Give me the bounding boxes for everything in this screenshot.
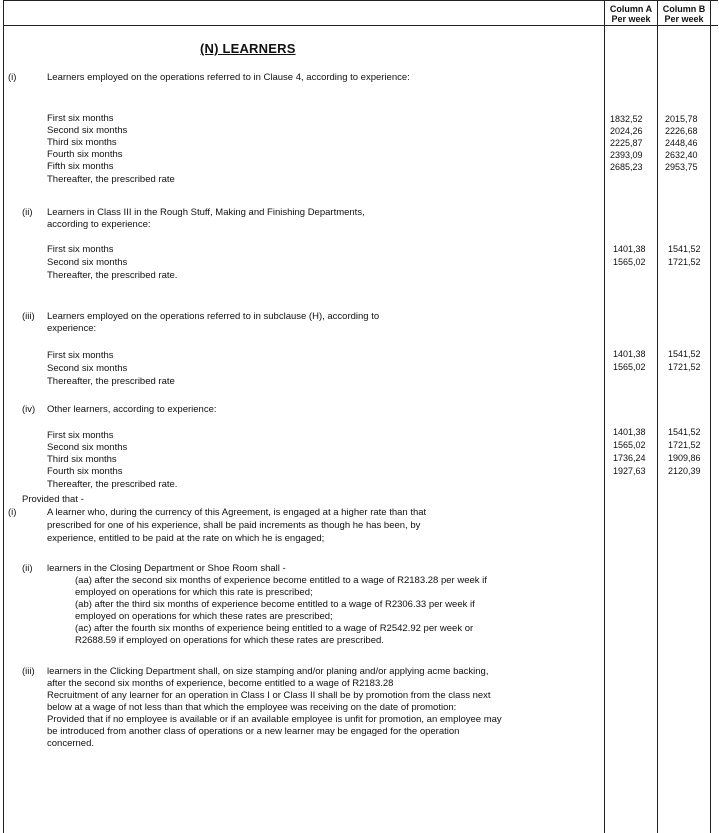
section-ii-thereafter: Thereafter, the prescribed rate. (47, 270, 178, 281)
proviso-2-line-6: (ac) after the fourth six months of experience being entitled to a wage of R2542.92 per week or (75, 623, 474, 634)
section-iv-row-2-col-b: 1721,52 (668, 440, 701, 450)
table-top-border (3, 0, 718, 1)
section-i-row-4-col-a: 2393,09 (610, 150, 643, 160)
section-title-text: (N) LEARNERS (200, 41, 296, 56)
section-i-row-1-col-a: 1832,52 (610, 114, 643, 124)
section-ii-heading-line2: according to experience: (47, 219, 151, 230)
column-b-header (658, 4, 710, 24)
section-iv-row-3-label: Third six months (47, 454, 599, 466)
section-iii-heading-line2: experience: (47, 323, 97, 334)
section-iv-row-2-col-a: 1565,02 (613, 440, 646, 450)
proviso-3-line-7: concerned. (47, 738, 95, 749)
column-b-header-line1: Column B (662, 4, 706, 14)
section-i-marker: (i) (8, 72, 17, 83)
section-i-row-1-col-b: 2015,78 (665, 114, 698, 124)
section-ii-row-2-col-a: 1565,02 (613, 257, 646, 267)
section-i-row-3-label: Third six months (47, 137, 599, 149)
section-iv-marker: (iv) (22, 404, 36, 415)
column-a-header (605, 4, 657, 24)
proviso-2-line-7: R2688.59 if employed on operations for which these rates are prescribed. (75, 635, 384, 646)
section-i-row-4-label: Fourth six months (47, 149, 599, 161)
section-iv-row-3-col-a: 1736,24 (613, 453, 646, 463)
section-i-row-4-col-b: 2632,40 (665, 150, 698, 160)
section-iii-row-1-col-a: 1401,38 (613, 349, 646, 359)
proviso-2-line-1: learners in the Closing Department or Shoe Room shall - (47, 563, 286, 574)
section-i-row-5-col-b: 2953,75 (665, 162, 698, 172)
section-iii-marker: (iii) (22, 311, 35, 322)
section-iii-row-2-col-b: 1721,52 (668, 362, 701, 372)
section-iv-row-1-col-a: 1401,38 (613, 427, 646, 437)
section-i-row-2-label: Second six months (47, 125, 599, 137)
section-i-heading: Learners employed on the operations referred to in Clause 4, according to experience: (47, 72, 410, 83)
section-iv-row-1-label: First six months (47, 430, 599, 442)
proviso-2-line-5: employed on operations for which these rates are prescribed; (75, 611, 333, 622)
proviso-1-line-2: prescribed for one of his experience, shall be paid increments as though he has been, by (47, 520, 421, 531)
section-iii-row-1-col-b: 1541,52 (668, 349, 701, 359)
column-a-left-border (604, 0, 605, 833)
left-border (3, 0, 4, 833)
proviso-1-line-3: experience, entitled to be paid at the rate on which he is engaged; (47, 533, 325, 544)
section-iv-row-4-col-b: 2120,39 (668, 466, 701, 476)
section-i-row-2-col-b: 2226,68 (665, 126, 698, 136)
section-iii-row-2-col-a: 1565,02 (613, 362, 646, 372)
section-ii-row-1-col-a: 1401,38 (613, 244, 646, 254)
section-iv-heading: Other learners, according to experience: (47, 404, 217, 415)
section-iii-row-2-label: Second six months (47, 363, 599, 375)
section-ii-marker: (ii) (22, 207, 33, 218)
provided-intro: Provided that - (22, 494, 84, 505)
section-iii-row-1-label: First six months (47, 350, 599, 362)
section-i-row-2-col-a: 2024,26 (610, 126, 643, 136)
column-a-header-line1: Column A (609, 4, 653, 14)
section-iv-row-3-col-b: 1909,86 (668, 453, 701, 463)
proviso-2-line-3: employed on operations for which this rate is prescribed; (75, 587, 313, 598)
section-i-row-5-col-a: 2685,23 (610, 162, 643, 172)
proviso-3-line-4: below at a wage of not less than that which the employee was receiving on the date of promotion: (47, 702, 457, 713)
proviso-3-line-6: be introduced from another class of operations or a new learner may be engaged for the operation (47, 726, 460, 737)
proviso-3-line-1: learners in the Clicking Department shall, on size stamping and/or planing and/or applying acme backing, (47, 666, 489, 677)
section-ii-heading-line1: Learners in Class III in the Rough Stuff, Making and Finishing Departments, (47, 207, 365, 218)
section-iv-row-1-col-b: 1541,52 (668, 427, 701, 437)
header-bottom-border (3, 25, 718, 26)
proviso-3-marker: (iii) (22, 666, 35, 677)
section-title (200, 41, 296, 56)
column-b-header-line2: Per week (664, 14, 704, 24)
section-i-row-1-label: First six months (47, 113, 599, 125)
proviso-2-line-4: (ab) after the third six months of experience become entitled to a wage of R2306.33 per week if (75, 599, 475, 610)
section-ii-row-2-col-b: 1721,52 (668, 257, 701, 267)
section-i-row-3-col-b: 2448,46 (665, 138, 698, 148)
column-b-left-border (657, 0, 658, 833)
section-iv-row-4-label: Fourth six months (47, 466, 599, 478)
proviso-3-line-5: Provided that if no employee is available or if an available employee is unfit for promotion, an employee may (47, 714, 502, 725)
proviso-3-line-3: Recruitment of any learner for an operation in Class I or Class II shall be by promotion from the class next (47, 690, 491, 701)
proviso-2-marker: (ii) (22, 563, 33, 574)
section-ii-row-1-col-b: 1541,52 (668, 244, 701, 254)
section-iii-thereafter: Thereafter, the prescribed rate (47, 376, 175, 387)
section-i-thereafter: Thereafter, the prescribed rate (47, 174, 175, 185)
section-iv-thereafter: Thereafter, the prescribed rate. (47, 479, 178, 490)
section-iv-row-4-col-a: 1927,63 (613, 466, 646, 476)
column-a-header-line2: Per week (611, 14, 651, 24)
proviso-3-line-2: after the second six months of experience, become entitled to a wage of R2183.28 (47, 678, 394, 689)
section-ii-row-2-label: Second six months (47, 257, 599, 269)
proviso-2-line-2: (aa) after the second six months of experience become entitled to a wage of R2183.28 per week if (75, 575, 487, 586)
section-i-row-3-col-a: 2225,87 (610, 138, 643, 148)
right-border (710, 0, 711, 833)
proviso-1-marker: (i) (8, 507, 17, 518)
section-ii-row-1-label: First six months (47, 244, 599, 256)
section-iv-row-2-label: Second six months (47, 442, 599, 454)
section-i-row-5-label: Fifth six months (47, 161, 599, 173)
proviso-1-line-1: A learner who, during the currency of this Agreement, is engaged at a higher rate than that (47, 507, 427, 518)
section-iii-heading-line1: Learners employed on the operations referred to in subclause (H), according to (47, 311, 380, 322)
